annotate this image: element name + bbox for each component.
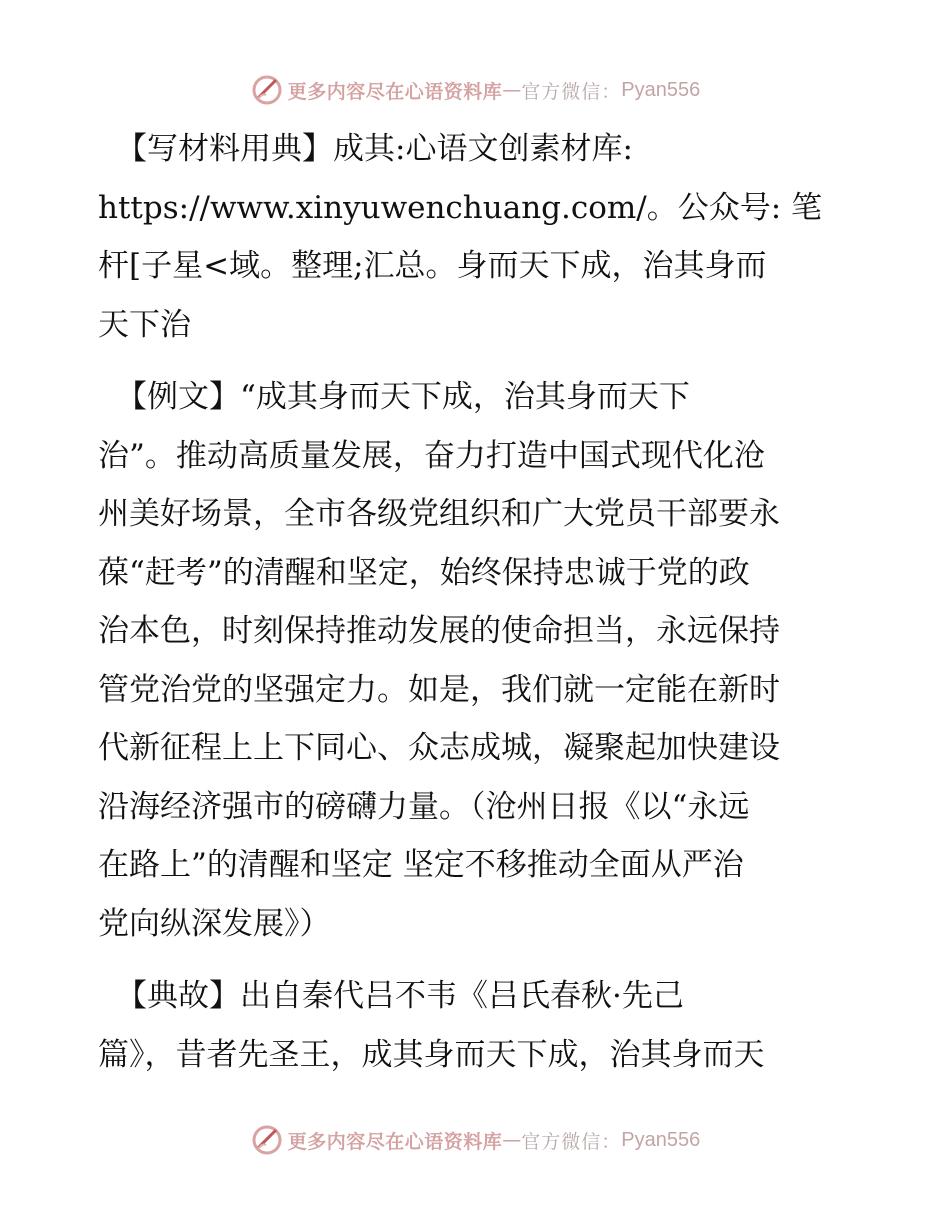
text-line: 葆“赶考”的清醒和坚定，始终保持忠诚于党的政: [98, 554, 750, 591]
watermark-separator: —: [502, 1129, 522, 1151]
watermark-main-text: 更多内容尽在心语资料库: [287, 1130, 503, 1153]
text-line: 【典故】出自秦代吕不韦《吕氏春秋·先己: [116, 978, 684, 1014]
text-line: 在路上”的清醒和坚定 坚定不移推动全面从严治: [98, 847, 744, 883]
document-body: [98, 120, 858, 1098]
text-line: 【例文】“成其身而天下成，治其身而天下: [116, 379, 690, 415]
watermark-official-label: 官方微信：: [521, 1130, 622, 1153]
watermark-wechat-id: Pyan556: [621, 1128, 701, 1151]
watermark-separator: —: [502, 79, 522, 101]
paragraph-intro: [98, 120, 858, 354]
text-line: 州美好场景，全市各级党组织和广大党员干部要永: [98, 496, 780, 532]
text-line: 治本色，时刻保持推动发展的使命担当，永远保持: [98, 613, 780, 649]
watermark-wechat-id: Pyan556: [621, 78, 701, 101]
text-line: 代新征程上上下同心、众志成城，凝聚起加快建设: [98, 730, 780, 766]
text-line: 管党治党的坚强定力。如是，我们就一定能在新时: [98, 671, 780, 708]
paragraph-example: [98, 368, 858, 953]
text-line: 杆[子星<域。整理;汇总。身而天下成，治其身而: [98, 248, 767, 284]
text-line: 沿海经济强市的磅礴力量。（沧州日报《以“永远: [98, 788, 750, 825]
brush-logo-icon: [250, 1123, 284, 1157]
header-watermark: [0, 70, 950, 110]
text-line: 天下治: [98, 306, 191, 343]
text-line: https://www.xinyuwenchuang.com/。公众号: 笔: [98, 189, 823, 226]
text-line: 【写材料用典】成其:心语文创素材库:: [116, 131, 633, 167]
watermark-official-label: 官方微信：: [521, 80, 622, 103]
text-line: 篇》，昔者先圣王，成其身而天下成，治其身而天: [98, 1036, 765, 1073]
footer-watermark: [0, 1120, 950, 1160]
text-line: 治”。推动高质量发展，奋力打造中国式现代化沧: [98, 437, 765, 474]
text-line: 党向纵深发展》）: [98, 905, 331, 942]
brush-logo-icon: [250, 73, 284, 107]
watermark-main-text: 更多内容尽在心语资料库: [287, 80, 503, 103]
paragraph-allusion: [98, 967, 858, 1084]
